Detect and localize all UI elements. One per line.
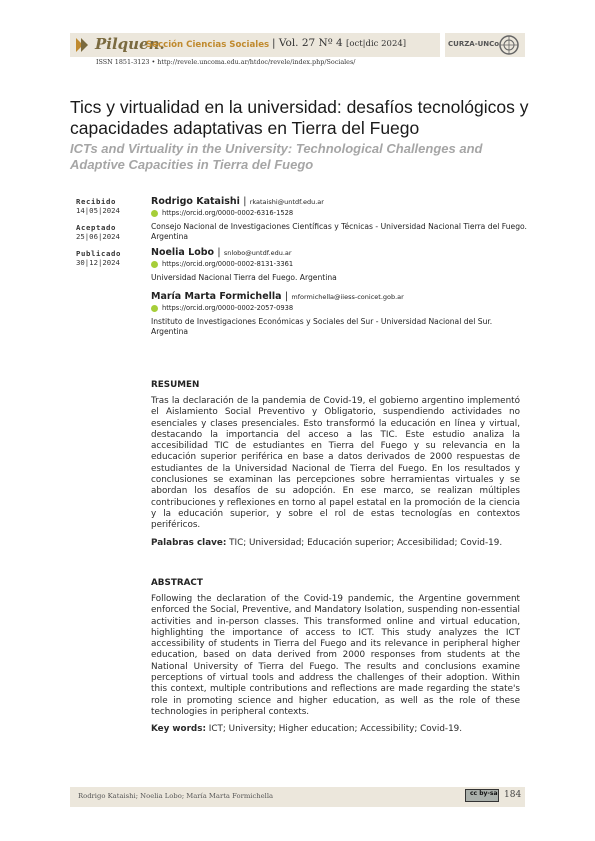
- author-affiliation: Instituto de Investigaciones Económicas y Sociales del Sur - Universidad Nacional del Sur. Argentina: [151, 317, 493, 336]
- author-block: [151, 247, 531, 283]
- author-affiliation: Consejo Nacional de Investigaciones Científicas y Técnicas - Universidad Nacional Tierra del Fuego. Argentina: [151, 222, 527, 241]
- orcid-link[interactable]: https://orcid.org/0000-0002-8131-3361: [162, 260, 294, 268]
- author-email[interactable]: snlobo@untdf.edu.ar: [223, 249, 292, 257]
- keywords-text: ICT; University; Higher education; Accessibility; Covid-19.: [208, 724, 463, 735]
- date-label: Aceptado: [76, 223, 116, 232]
- volume-period: [oct|dic 2024]: [346, 39, 407, 49]
- orcid-link[interactable]: https://orcid.org/0000-0002-2057-0938: [162, 304, 294, 312]
- article-title: Tics y virtualidad en la universidad: desafíos tecnológicos y capacidades adaptativas en Tierra del Fuego: [70, 97, 529, 138]
- date-value: 14|05|2024: [76, 206, 120, 215]
- author-line: [151, 291, 531, 302]
- institution-seal-icon: [499, 35, 519, 55]
- author-list: [151, 196, 531, 337]
- keywords-label: Palabras clave:: [151, 537, 227, 548]
- author-line: [151, 196, 531, 207]
- resumen-heading: RESUMEN: [151, 380, 200, 390]
- orcid-icon: [151, 210, 158, 217]
- orcid-row: [151, 209, 531, 217]
- abstract-text: Following the declaration of the Covid-19 pandemic, the Argentine government enforced the Social, Preventive, and Mandatory Isolation, suspending non-essential activities and in-person classes. This transformed online and virtual education, highlighting the importance of access to ICT. This study analyzes the ICT accessibility of students in Tierra del Fuego and its relevance in peripheral higher education, based on data derived from 2000 responses from students at the National University of Tierra del Fuego. The results and conclusions examine perceptions of virtual tools and address the challenges of their adoption. Within this context, multiple contributions and reflections are made regarding the state's role in promoting science and higher education, as well as the role of these technologies in peripheral contexts.: [151, 594, 520, 717]
- page-number: 184: [504, 790, 522, 800]
- journal-section: Sección Ciencias Sociales: [146, 40, 270, 50]
- date-label: Publicado: [76, 249, 121, 258]
- journal-volume: [272, 37, 406, 49]
- separator: |: [243, 196, 247, 207]
- volume-number: | Vol. 27 Nº 4: [272, 37, 343, 49]
- orcid-icon: [151, 305, 158, 312]
- date-value: 30|12|2024: [76, 258, 120, 267]
- author-name: María Marta Formichella: [151, 291, 282, 302]
- article-title-english: ICTs and Virtuality in the University: Technological Challenges and Adaptive Capacities in Tierra del Fuego: [70, 141, 483, 172]
- keywords-label: Key words:: [151, 724, 206, 735]
- separator: |: [217, 247, 221, 258]
- orcid-row: [151, 304, 531, 312]
- author-affiliation: Universidad Nacional Tierra del Fuego. Argentina: [151, 273, 337, 282]
- orcid-link[interactable]: https://orcid.org/0000-0002-6316-1528: [162, 209, 294, 217]
- author-email[interactable]: mformichella@iiess-conicet.gob.ar: [291, 293, 404, 301]
- keywords-text: TIC; Universidad; Educación superior; Accesibilidad; Covid-19.: [229, 537, 503, 548]
- publication-dates: [76, 197, 121, 275]
- resumen-keywords: [151, 538, 520, 548]
- orcid-row: [151, 260, 531, 268]
- abstract-section: [151, 578, 520, 734]
- resumen-section: [151, 380, 520, 548]
- journal-logo-icon: [76, 38, 90, 52]
- author-name: Noelia Lobo: [151, 247, 215, 258]
- date-value: 25|06|2024: [76, 232, 120, 241]
- abstract-keywords: [151, 724, 520, 734]
- institution-name: CURZA-UNCo: [448, 40, 500, 48]
- date-published: [76, 249, 121, 267]
- license-label: cc by-sa: [470, 790, 498, 797]
- author-email[interactable]: rkataishi@untdf.edu.ar: [249, 198, 324, 206]
- author-line: [151, 247, 531, 258]
- orcid-icon: [151, 261, 158, 268]
- date-accepted: [76, 223, 121, 241]
- date-received: [76, 197, 121, 215]
- author-block: [151, 196, 531, 242]
- resumen-text: Tras la declaración de la pandemia de Covid-19, el gobierno argentino implementó el Aislamiento Social Preventivo y Obligatorio, suspendiendo actividades no esenciales y clases presenciales. Esto transformó la educación en línea y virtual, destacando la importancia del acceso a las TIC. Este estudio analiza la accesibilidad TIC de estudiantes en Tierra del Fuego y su relevancia en la educación superior periférica en base a datos derivados de 2000 respuestas de estudiantes de la Universidad Nacional de Tierra del Fuego. En los resultados y conclusiones se examinan las percepciones sobre herramientas virtuales y se abordan los desafíos de su adopción. En ese marco, se realizan múltiples contribuciones y reflexiones en torno al papel estatal en la promoción de la ciencia y la educación superior, y sobre el rol de estas tecnologías en contextos periféricos.: [151, 396, 520, 531]
- author-name: Rodrigo Kataishi: [151, 196, 240, 207]
- footer-authors: Rodrigo Kataishi; Noelia Lobo; María Marta Formichella: [78, 792, 274, 800]
- journal-brand: Pilquen.: [95, 35, 165, 53]
- author-block: [151, 291, 531, 337]
- date-label: Recibido: [76, 197, 116, 206]
- separator: |: [284, 291, 289, 302]
- issn-line: ISSN 1851-3123 • http://revele.uncoma.edu.ar/htdoc/revele/index.php/Sociales/: [96, 58, 356, 66]
- abstract-heading: ABSTRACT: [151, 578, 203, 588]
